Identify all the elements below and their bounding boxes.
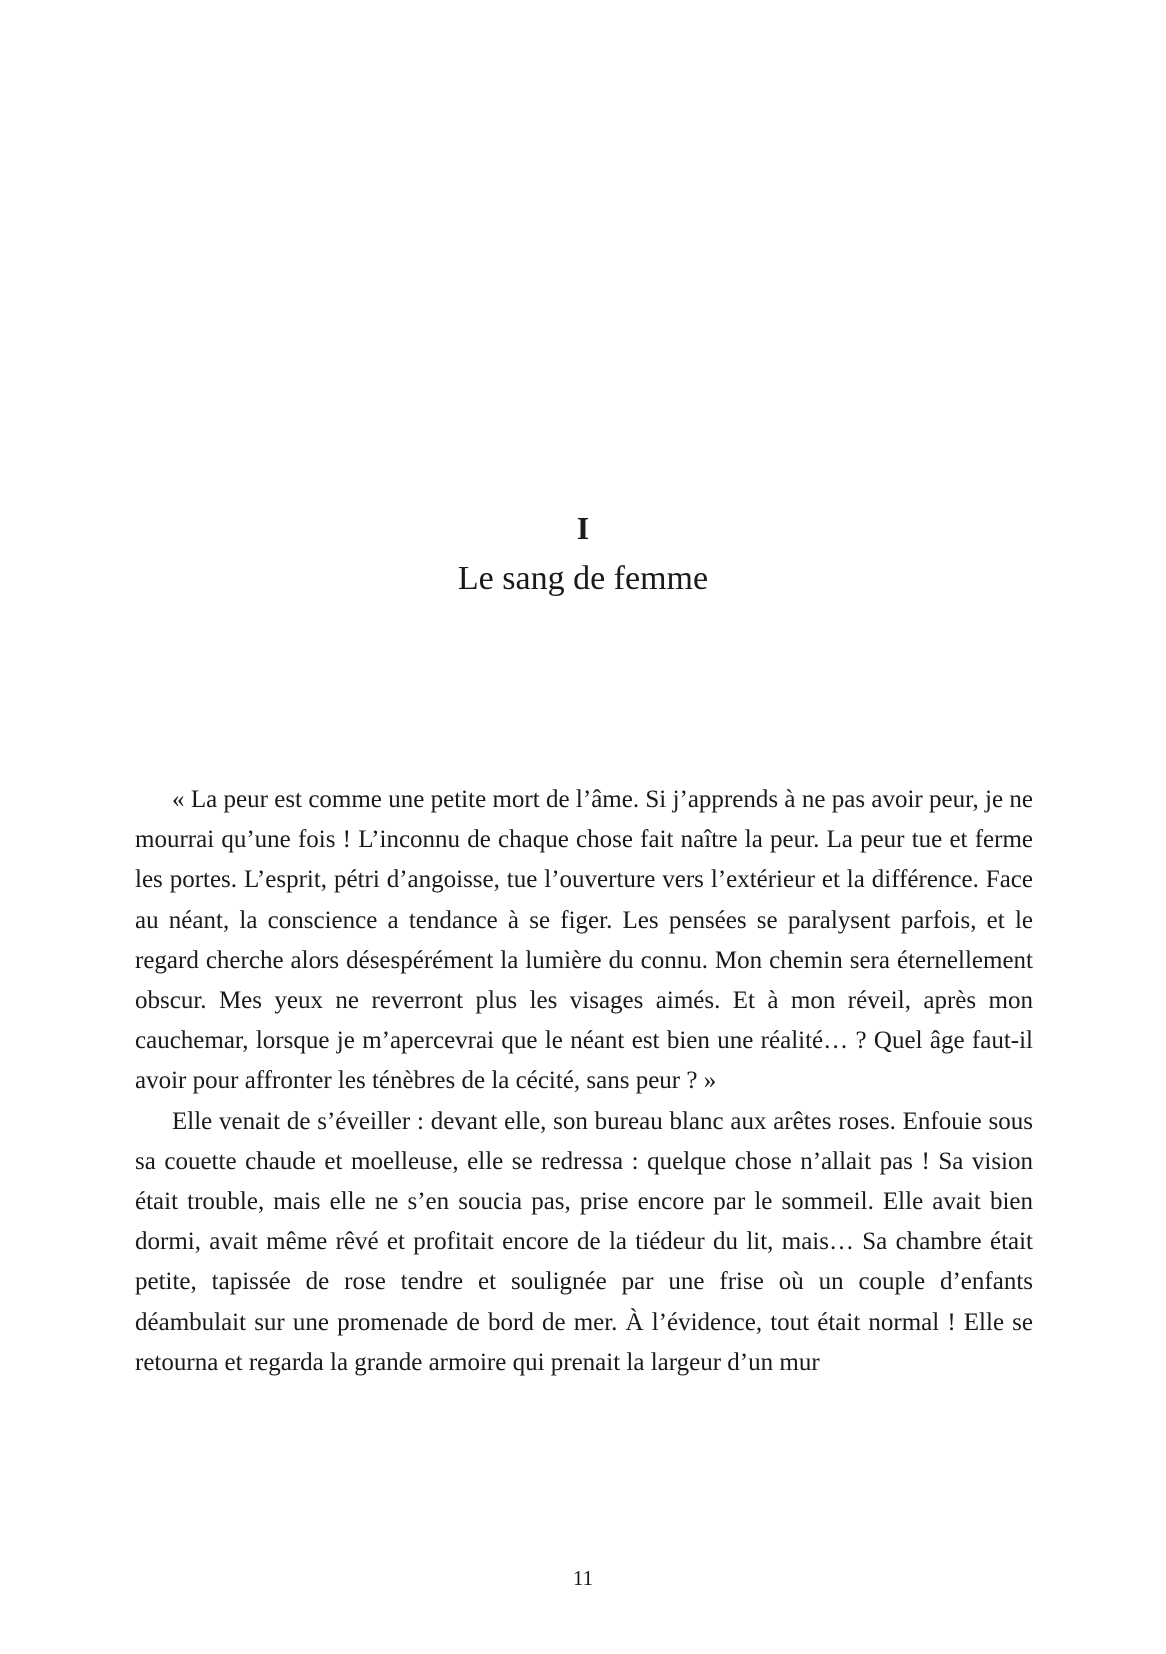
- chapter-number: I: [576, 510, 590, 546]
- chapter-title: Le sang de femme: [457, 560, 709, 597]
- page-number: 11: [572, 1566, 594, 1590]
- paragraph-1: « La peur est comme une petite mort de l’âme. Si j’apprends à ne pas avoir peur, je ne mourrai qu’une fois ! L’inconnu de chaque chose fait naître la peur. La peur tue et ferme les portes. L’esprit, pétri d’angoisse, tue l’ouverture vers l’extérieur et la différence. Face au néant, la conscience a tendance à se figer. Les pensées se paralysent parfois, et le regard cherche alors désespérément la lumière du connu. Mon chemin sera éternellement obscur. Mes yeux ne reverront plus les visages aimés. Et à mon réveil, après mon cauchemar, lorsque je m’apercevrai que le néant est bien une réalité… ? Quel âge faut-il avoir pour affronter les ténèbres de la cécité, sans peur ? »: [135, 786, 1033, 1095]
- paragraph-2: Elle venait de s’éveiller : devant elle, son bureau blanc aux arêtes roses. Enfouie sous sa couette chaude et moelleuse, elle se redressa : quelque chose n’allait pas ! Sa vision était trouble, mais elle ne s’en soucia pas, prise encore par le sommeil. Elle avait bien dormi, avait même rêvé et profitait encore de la tiédeur du lit, mais… Sa chambre était petite, tapissée de rose tendre et soulignée par une frise où un couple d’enfants déambulait sur une promenade de bord de mer. À l’évidence, tout était normal ! Elle se retourna et regarda la grande armoire qui prenait la largeur d’un mur: [135, 1107, 1033, 1376]
- body-text: [135, 780, 1033, 1383]
